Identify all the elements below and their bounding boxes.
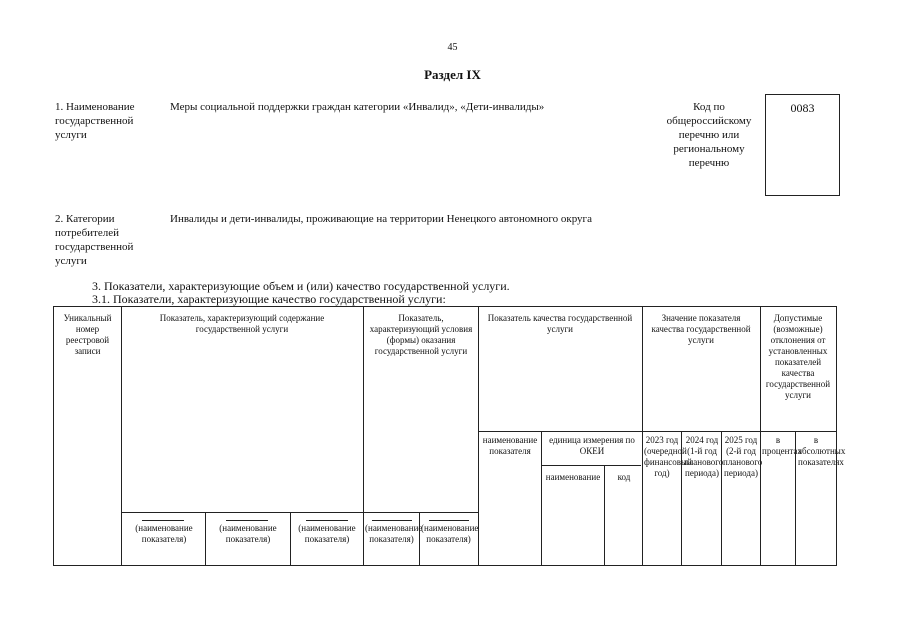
quality-name: наименование показателя	[482, 435, 538, 456]
quality-unit: единица измерения по ОКЕИ	[549, 435, 635, 456]
header-content: Показатель, характеризующий содержание государственной услуги	[159, 313, 325, 334]
code-value: 0083	[790, 101, 815, 115]
header-quality: Показатель качества государственной услуги	[487, 313, 633, 334]
item1-value: Меры социальной поддержки граждан категории «Инвалид», «Дети-инвалиды»	[170, 101, 545, 113]
item2-value: Инвалиды и дети-инвалиды, проживающие на территории Ненецкого автономного округа	[170, 213, 592, 225]
year-2023: 2023 год (очередной финансовый год)	[644, 435, 692, 478]
code-box	[765, 94, 840, 196]
condition-indicator-2: (наименование показателя)	[421, 523, 479, 544]
content-indicator-1: (наименование показателя)	[135, 523, 193, 544]
header-value: Значение показателя качества государственной услуги	[651, 313, 751, 345]
header-conditions: Показатель, характеризующий условия (формы) оказания государственной услуги	[369, 313, 473, 356]
content-indicator-3: (наименование показателя)	[298, 523, 356, 544]
deviation-absolute: в абсолютных показателях	[798, 435, 846, 467]
heading-3: 3. Показатели, характеризующие объем и (или) качество государственной услуги.	[92, 279, 510, 293]
unit-code: код	[617, 472, 631, 482]
year-2025: 2025 год (2-й год планового периода)	[723, 435, 763, 478]
deviation-percent: в процентах	[762, 435, 802, 456]
condition-indicator-1: (наименование показателя)	[365, 523, 423, 544]
section-title: Раздел IX	[424, 67, 481, 82]
item1-label: 1. Наименование государственной услуги	[55, 101, 135, 141]
header-unique-number: Уникальный номер реестровой записи	[63, 313, 112, 356]
unit-name: наименование	[545, 472, 601, 482]
item2-label: 2. Категории потребителей государственной услуги	[55, 213, 134, 267]
content-indicator-2: (наименование показателя)	[219, 523, 277, 544]
year-2024: 2024 год (1-й год планового периода)	[684, 435, 724, 478]
header-deviation: Допустимые (возможные) отклонения от установленных показателей качества государственной услуги	[765, 313, 831, 400]
code-label: Код по общероссийскому перечню или региональному перечню	[666, 101, 752, 169]
heading-3-1: 3.1. Показатели, характеризующие качество государственной услуги:	[92, 292, 446, 306]
page-number: 45	[447, 42, 458, 53]
quality-table	[53, 306, 846, 566]
